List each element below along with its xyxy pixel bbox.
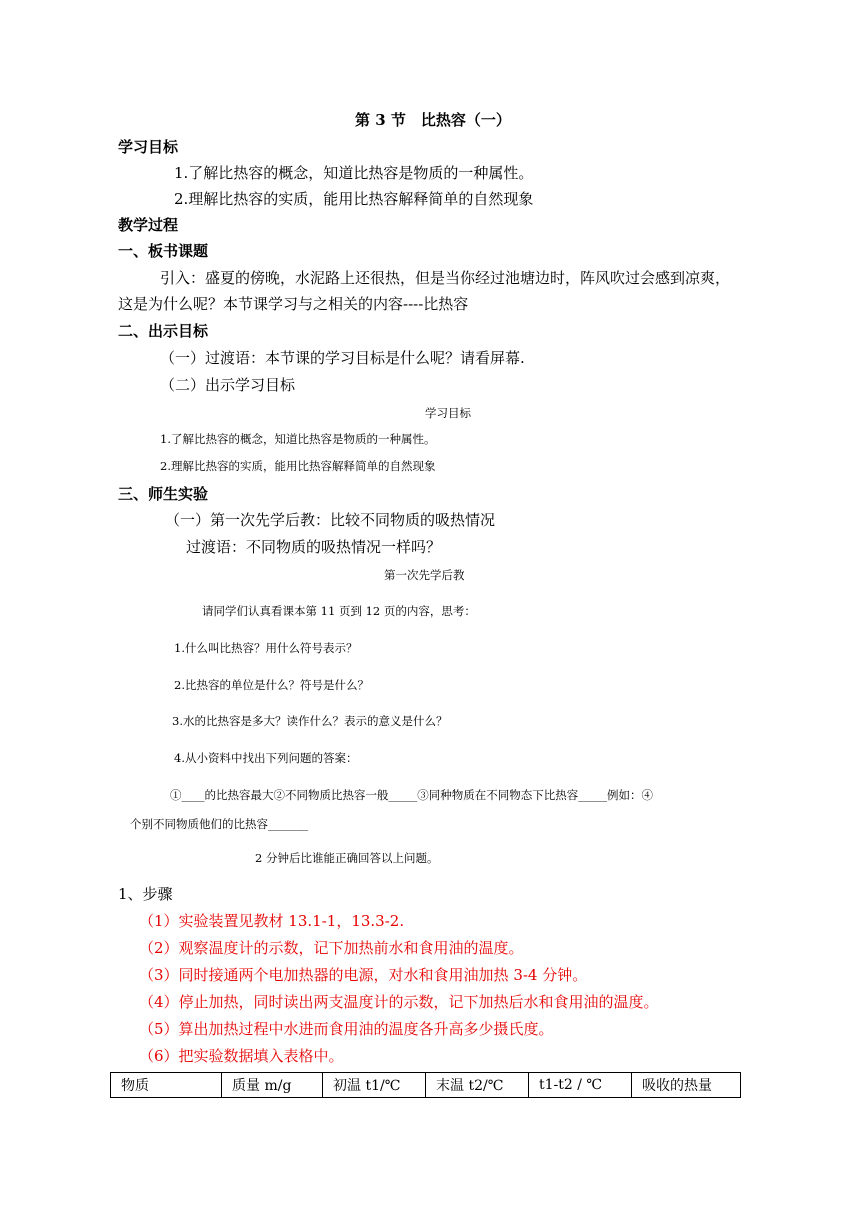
intro-line-1: 引入：盛夏的傍晚，水泥路上还很热，但是当你经过池塘边时，阵风吹过会感到凉爽， — [160, 269, 731, 287]
table-header-cell-heat-absorbed: 吸收的热量 — [632, 1073, 741, 1098]
table-header-cell-substance: 物质 — [111, 1073, 222, 1098]
table-header-cell-mass: 质量 m/g — [222, 1073, 323, 1098]
section2-item-1: （一）过渡语：本节课的学习目标是什么呢？请看屏幕. — [160, 349, 525, 367]
slide-first-learn-intro: 请同学们认真看课本第 11 页到 12 页的内容，思考： — [202, 604, 476, 618]
slide-first-learn-footer: 2 分钟后比谁能正确回答以上问题。 — [255, 851, 439, 865]
intro-line-2: 这是为什么呢？本节课学习与之相关的内容----比热容 — [118, 295, 469, 313]
question-3: 3.水的比热容是多大？读作什么？表示的意义是什么？ — [172, 714, 448, 728]
slide-objective-1: 1.了解比热容的概念，知道比热容是物质的一种属性。 — [160, 432, 436, 446]
fill-blank-line-2: 个别不同物质他们的比热容_______ — [130, 817, 309, 831]
question-1: 1.什么叫比热容？用什么符号表示？ — [174, 641, 358, 655]
section2-item-2: （二）出示学习目标 — [160, 376, 296, 394]
step-4: （4）停止加热，同时读出两支温度计的示数，记下加热后水和食用油的温度。 — [139, 993, 659, 1011]
objective-2: 2.理解比热容的实质，能用比热容解释简单的自然现象 — [174, 190, 534, 208]
step-6: （6）把实验数据填入表格中。 — [139, 1047, 344, 1065]
step-1: （1）实验装置见教材 13.1-1，13.3-2. — [139, 912, 405, 930]
section3-heading: 三、师生实验 — [118, 485, 209, 503]
section3-transition: 过渡语：不同物质的吸热情况一样吗？ — [186, 538, 442, 556]
steps-heading: 1、步骤 — [118, 885, 173, 903]
step-2: （2）观察温度计的示数，记下加热前水和食用油的温度。 — [139, 939, 524, 957]
step-5: （5）算出加热过程中水进而食用油的温度各升高多少摄氏度。 — [139, 1020, 554, 1038]
table-header-cell-initial-temp: 初温 t1/℃ — [323, 1073, 426, 1098]
section3-sub-1: （一）第一次先学后教：比较不同物质的吸热情况 — [165, 511, 496, 529]
slide-objective-2: 2.理解比热容的实质，能用比热容解释简单的自然现象 — [160, 459, 436, 473]
question-4: 4.从小资料中找出下列问题的答案： — [174, 751, 358, 765]
table-header-cell-final-temp: 末温 t2/℃ — [426, 1073, 529, 1098]
section1-heading: 一、板书课题 — [118, 242, 209, 260]
slide-objectives-title: 学习目标 — [425, 406, 471, 420]
slide-first-learn-title: 第一次先学后教 — [384, 568, 465, 582]
step-3: （3）同时接通两个电加热器的电源，对水和食用油加热 3-4 分钟。 — [139, 966, 588, 984]
page-title: 第 3 节 比热容（一） — [355, 111, 511, 129]
table-header-cell-temp-diff: t1-t2 / ℃ — [529, 1073, 632, 1098]
experiment-data-table — [110, 1072, 741, 1098]
table-header-row — [111, 1073, 741, 1098]
question-2: 2.比热容的单位是什么？符号是什么？ — [174, 678, 369, 692]
section2-heading: 二、出示目标 — [118, 322, 209, 340]
fill-blank-line-1: ①____的比热容最大②不同物质比热容一般_____③同种物质在不同物态下比热容_____例如：④ — [170, 788, 653, 802]
objective-1: 1.了解比热容的概念，知道比热容是物质的一种属性。 — [174, 164, 534, 182]
process-heading: 教学过程 — [118, 216, 179, 234]
objectives-heading: 学习目标 — [118, 138, 179, 156]
